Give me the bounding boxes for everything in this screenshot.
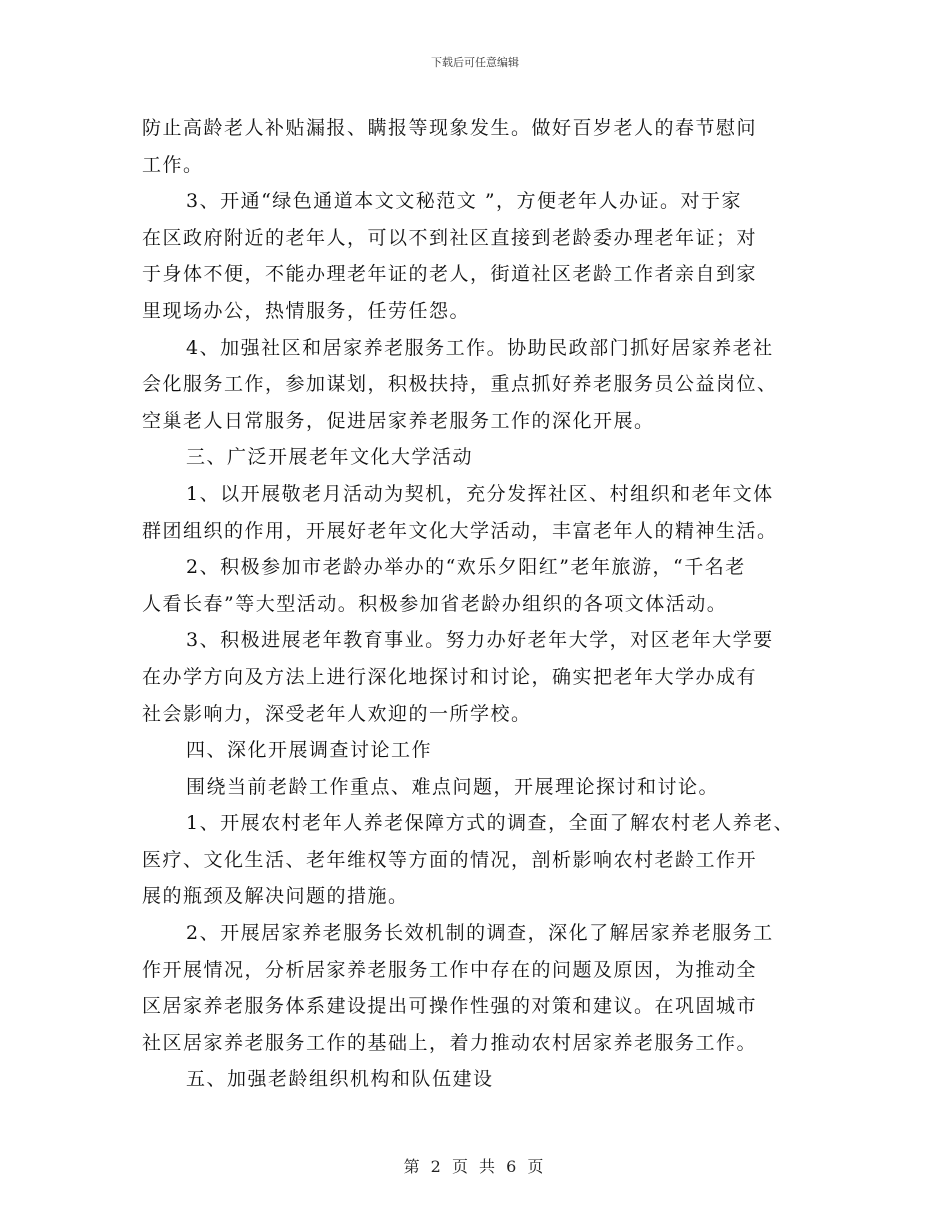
text-line: 展的瓶颈及解决问题的措施。 bbox=[142, 885, 409, 908]
document-body bbox=[142, 110, 832, 1098]
text-line: 社会影响力，深受老年人欢迎的一所学校。 bbox=[142, 702, 532, 725]
text-line: 工作。 bbox=[142, 153, 204, 176]
text-line: 作开展情况，分析居家养老服务工作中存在的问题及原因，为推动全 bbox=[142, 958, 758, 981]
text-line: 人看长春”等大型活动。积极参加省老龄办组织的各项文体活动。 bbox=[142, 592, 728, 615]
text-line: 1、开展农村老年人养老保障方式的调查，全面了解农村老人养老、 bbox=[186, 812, 795, 835]
text-line: 防止高龄老人补贴漏报、瞒报等现象发生。做好百岁老人的春节慰问 bbox=[142, 117, 758, 139]
text-line: 四、深化开展调查讨论工作 bbox=[186, 739, 433, 762]
text-line: 三、广泛开展老年文化大学活动 bbox=[186, 446, 474, 469]
text-line: 1、以开展敬老月活动为契机，充分发挥社区、村组织和老年文体 bbox=[186, 482, 774, 505]
text-line: 2、开展居家养老服务长效机制的调查，深化了解居家养老服务工 bbox=[186, 922, 774, 945]
text-line: 区居家养老服务体系建设提出可操作性强的对策和建议。在巩固城市 bbox=[142, 995, 758, 1018]
page-number: 第 2 页 共 6 页 bbox=[403, 1157, 547, 1176]
text-line: 3、积极进展老年教育事业。努力办好老年大学，对区老年大学要 bbox=[186, 629, 774, 652]
text-line: 2、积极参加市老龄办举办的“欢乐夕阳红”老年旅游，“千名老 bbox=[186, 556, 746, 579]
text-line: 在区政府附近的老年人，可以不到社区直接到老龄委办理老年证；对 bbox=[142, 226, 758, 249]
text-line: 3、开通“绿色通道本文文秘范文 ”，方便老年人办证。对于家 bbox=[186, 190, 743, 213]
header-note: 下载后可任意编辑 bbox=[431, 56, 519, 69]
text-line: 社区居家养老服务工作的基础上，着力推动农村居家养老服务工作。 bbox=[142, 1031, 758, 1054]
text-line: 围绕当前老龄工作重点、难点问题，开展理论探讨和讨论。 bbox=[186, 775, 720, 798]
text-line: 里现场办公，热情服务，任劳任怨。 bbox=[142, 299, 471, 322]
text-line: 群团组织的作用，开展好老年文化大学活动，丰富老年人的精神生活。 bbox=[142, 519, 778, 542]
text-line: 会化服务工作，参加谋划，积极扶持，重点抓好养老服务员公益岗位、 bbox=[142, 373, 778, 396]
text-line: 医疗、文化生活、老年维权等方面的情况，剖析影响农村老龄工作开 bbox=[142, 848, 758, 871]
text-line: 空巢老人日常服务，促进居家养老服务工作的深化开展。 bbox=[142, 409, 655, 432]
text-line: 4、加强社区和居家养老服务工作。协助民政部门抓好居家养老社 bbox=[186, 336, 774, 359]
text-line: 于身体不便，不能办理老年证的老人，街道社区老龄工作者亲自到家 bbox=[142, 263, 758, 286]
text-line: 在办学方向及方法上进行深化地探讨和讨论，确实把老年大学办成有 bbox=[142, 665, 758, 688]
text-line: 五、加强老龄组织机构和队伍建设 bbox=[186, 1068, 494, 1091]
